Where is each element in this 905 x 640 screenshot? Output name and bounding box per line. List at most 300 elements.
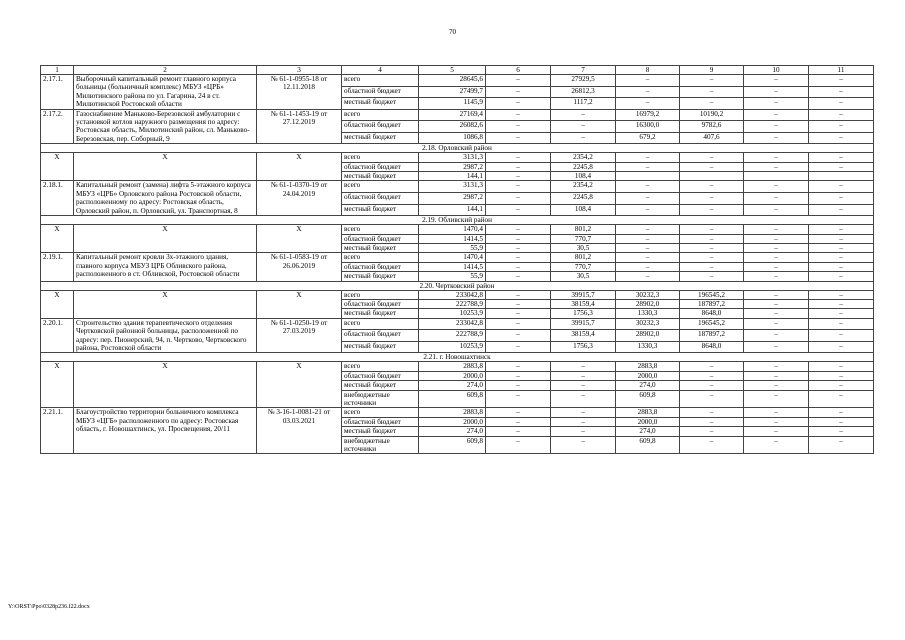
funding-source: местный бюджет — [342, 243, 419, 252]
amount-cell: – — [486, 234, 551, 243]
amount-cell: – — [486, 132, 551, 144]
amount-cell: – — [744, 299, 809, 308]
amount-cell: – — [809, 193, 874, 205]
expertise-doc: № 61-1-0370-19 от 24.04.2019 — [257, 181, 342, 216]
amount-cell: – — [551, 109, 616, 121]
amount-cell: 187897,2 — [680, 299, 744, 308]
total-amount: 1086,8 — [419, 132, 486, 144]
item-code: 2.17.2. — [41, 109, 74, 144]
amount-cell: – — [616, 204, 680, 216]
amount-cell: – — [486, 253, 551, 262]
total-amount: 55,9 — [419, 243, 486, 252]
expertise-doc: № 3-16-1-0081-21 от 03.03.2021 — [257, 408, 342, 454]
amount-cell: – — [809, 162, 874, 171]
amount-cell: – — [616, 253, 680, 262]
total-amount: 3131,3 — [419, 153, 486, 162]
total-amount: 28645,6 — [419, 75, 486, 87]
funding-source: всего — [342, 181, 419, 193]
amount-cell: – — [680, 243, 744, 252]
total-amount: 609,8 — [419, 436, 486, 454]
amount-cell: 8648,0 — [680, 309, 744, 318]
amount-cell: – — [680, 371, 744, 380]
amount-cell: – — [744, 371, 809, 380]
amount-cell: 1330,3 — [616, 309, 680, 318]
amount-cell: – — [486, 98, 551, 110]
header-cell: 11 — [809, 66, 874, 75]
expertise-doc: X — [257, 362, 342, 408]
amount-cell: – — [809, 234, 874, 243]
funding-source: всего — [342, 362, 419, 371]
funding-source: всего — [342, 253, 419, 262]
amount-cell: – — [809, 98, 874, 110]
total-amount: 3131,3 — [419, 181, 486, 193]
amount-cell: – — [744, 309, 809, 318]
item-code: X — [41, 290, 74, 318]
amount-cell: – — [744, 318, 809, 330]
amount-cell: – — [809, 408, 874, 417]
total-amount: 274,0 — [419, 381, 486, 390]
total-amount: 2987,2 — [419, 193, 486, 205]
amount-cell: 10190,2 — [680, 109, 744, 121]
amount-cell: – — [680, 98, 744, 110]
amount-cell — [744, 172, 809, 181]
total-amount: 2000,0 — [419, 371, 486, 380]
amount-cell: – — [616, 262, 680, 271]
total-amount: 1414,5 — [419, 262, 486, 271]
header-cell: 6 — [486, 66, 551, 75]
amount-cell: – — [616, 162, 680, 171]
item-description: Капитальный ремонт (замена) лифта 5-этажного корпуса МБУЗ «ЦРБ» Орловского района Ростовской области, расположенному по адресу: Ростовская область, Орловский район, п. Орловский, ул. Транспортная, 8 — [74, 181, 257, 216]
header-cell: 9 — [680, 66, 744, 75]
amount-cell: – — [486, 109, 551, 121]
amount-cell: 196545,2 — [680, 290, 744, 299]
amount-cell: – — [809, 362, 874, 371]
funding-source: всего — [342, 225, 419, 234]
amount-cell: – — [551, 362, 616, 371]
amount-cell: – — [809, 132, 874, 144]
item-description: X — [74, 290, 257, 318]
section-heading-row — [41, 353, 874, 362]
amount-cell: – — [486, 330, 551, 342]
amount-cell: 27929,5 — [551, 75, 616, 87]
funding-source: местный бюджет — [342, 272, 419, 281]
amount-cell: 2245,8 — [551, 193, 616, 205]
amount-cell: – — [680, 417, 744, 426]
amount-cell: – — [809, 204, 874, 216]
amount-cell: – — [744, 109, 809, 121]
amount-cell: – — [809, 341, 874, 353]
amount-cell: – — [744, 225, 809, 234]
header-cell: 4 — [342, 66, 419, 75]
amount-cell: – — [486, 408, 551, 417]
amount-cell: – — [809, 86, 874, 98]
item-code: X — [41, 362, 74, 408]
amount-cell: – — [744, 272, 809, 281]
amount-cell: – — [744, 204, 809, 216]
page-number: 70 — [449, 28, 456, 36]
amount-cell: – — [486, 121, 551, 133]
amount-cell: – — [809, 225, 874, 234]
item-description: X — [74, 225, 257, 253]
amount-cell: – — [616, 234, 680, 243]
amount-cell: – — [744, 75, 809, 87]
amount-cell: 8648,0 — [680, 341, 744, 353]
amount-cell: – — [486, 436, 551, 454]
amount-cell: – — [486, 262, 551, 271]
item-description: Строительство здания терапевтического отделения Чертковской районной больницы, расположенной по адресу: пер. Пионерский, 94, п. Чертково, Чертковского района, Ростовской области — [74, 318, 257, 353]
amount-cell: – — [616, 193, 680, 205]
total-amount: 1470,4 — [419, 253, 486, 262]
amount-cell: – — [486, 371, 551, 380]
item-description: Газоснабжение Маньково-Березовской амбулатории с установкой котлов наружного размещения по адресу: Ростовская область, Милютинский район, сл. Маньково-Березовская, пер. Соборный, 9 — [74, 109, 257, 144]
amount-cell: 28902,0 — [616, 330, 680, 342]
amount-cell: 407,6 — [680, 132, 744, 144]
item-description: Выборочный капитальный ремонт главного корпуса больницы (больничный комплекс) МБУЗ «ЦРБ» Милютинского района по ул. Гагарина, 24 в ст. Милютинской Ростовской области — [74, 75, 257, 110]
amount-cell: – — [744, 162, 809, 171]
amount-cell: 609,8 — [616, 390, 680, 408]
amount-cell: 274,0 — [616, 427, 680, 436]
amount-cell: – — [680, 181, 744, 193]
amount-cell: – — [744, 153, 809, 162]
amount-cell: – — [809, 181, 874, 193]
item-description: Благоустройство территории больничного комплекса МБУЗ «ЦГБ» расположенного по адресу: Ростовская область, г. Новошахтинск, ул. Просвещения, 20/11 — [74, 408, 257, 454]
amount-cell: – — [744, 86, 809, 98]
table-row — [41, 362, 874, 371]
item-description: Капитальный ремонт кровли 3х-этажного здания, главного корпуса МБУЗ ЦРБ Обливского района, расположенного в ст. Обливской, Ростовской области — [74, 253, 257, 281]
amount-cell: 108,4 — [551, 204, 616, 216]
item-description: X — [74, 153, 257, 181]
amount-cell: – — [486, 362, 551, 371]
amount-cell: 2883,8 — [616, 408, 680, 417]
table-row — [41, 253, 874, 262]
amount-cell: 2354,2 — [551, 153, 616, 162]
amount-cell — [680, 172, 744, 181]
section-title: 2.19. Обливский район — [41, 216, 874, 225]
header-cell: 10 — [744, 66, 809, 75]
amount-cell: – — [744, 390, 809, 408]
funding-source: местный бюджет — [342, 172, 419, 181]
expertise-doc: X — [257, 153, 342, 181]
amount-cell: – — [680, 75, 744, 87]
expertise-doc: № 61-1-0955-18 от 12.11.2018 — [257, 75, 342, 110]
funding-source: местный бюджет — [342, 309, 419, 318]
amount-cell: – — [680, 408, 744, 417]
amount-cell: – — [551, 417, 616, 426]
funding-source: местный бюджет — [342, 132, 419, 144]
amount-cell: 39915,7 — [551, 318, 616, 330]
amount-cell: 39915,7 — [551, 290, 616, 299]
amount-cell: 38159,4 — [551, 299, 616, 308]
amount-cell: – — [680, 362, 744, 371]
funding-source: всего — [342, 408, 419, 417]
amount-cell: – — [809, 290, 874, 299]
amount-cell: – — [486, 225, 551, 234]
total-amount: 222788,9 — [419, 330, 486, 342]
amount-cell: – — [744, 417, 809, 426]
total-amount: 26082,6 — [419, 121, 486, 133]
amount-cell — [616, 172, 680, 181]
item-code: X — [41, 153, 74, 181]
amount-cell: 1756,3 — [551, 309, 616, 318]
amount-cell: – — [486, 318, 551, 330]
amount-cell: 2000,0 — [616, 417, 680, 426]
amount-cell: – — [809, 427, 874, 436]
funding-source: местный бюджет — [342, 381, 419, 390]
amount-cell: – — [744, 253, 809, 262]
header-cell: 7 — [551, 66, 616, 75]
amount-cell: – — [744, 262, 809, 271]
funding-source: областной бюджет — [342, 86, 419, 98]
amount-cell: – — [486, 341, 551, 353]
amount-cell: – — [744, 427, 809, 436]
amount-cell: – — [486, 390, 551, 408]
amount-cell: 2245,8 — [551, 162, 616, 171]
amount-cell: – — [744, 290, 809, 299]
amount-cell: – — [551, 390, 616, 408]
funding-source: местный бюджет — [342, 204, 419, 216]
amount-cell: – — [616, 75, 680, 87]
amount-cell: – — [744, 121, 809, 133]
total-amount: 2000,0 — [419, 417, 486, 426]
total-amount: 233042,8 — [419, 318, 486, 330]
amount-cell: 2000,0 — [616, 371, 680, 380]
amount-cell: 2354,2 — [551, 181, 616, 193]
amount-cell: – — [680, 436, 744, 454]
amount-cell: 274,0 — [616, 381, 680, 390]
total-amount: 2883,8 — [419, 408, 486, 417]
amount-cell: – — [486, 243, 551, 252]
total-amount: 1414,5 — [419, 234, 486, 243]
amount-cell: – — [486, 309, 551, 318]
amount-cell: 108,4 — [551, 172, 616, 181]
funding-source: внебюджетные источники — [342, 436, 419, 454]
funding-source: всего — [342, 290, 419, 299]
amount-cell: – — [616, 272, 680, 281]
amount-cell: – — [809, 75, 874, 87]
total-amount: 609,8 — [419, 390, 486, 408]
header-row — [41, 66, 874, 75]
total-amount: 1470,4 — [419, 225, 486, 234]
funding-source: всего — [342, 109, 419, 121]
amount-cell: – — [616, 243, 680, 252]
amount-cell: 770,7 — [551, 234, 616, 243]
table-row — [41, 225, 874, 234]
amount-cell: – — [809, 121, 874, 133]
section-title: 2.18. Орловский район — [41, 144, 874, 153]
amount-cell: 770,7 — [551, 262, 616, 271]
funding-source: всего — [342, 75, 419, 87]
amount-cell: – — [744, 181, 809, 193]
amount-cell: 1756,3 — [551, 341, 616, 353]
amount-cell: 1330,3 — [616, 341, 680, 353]
amount-cell: 16979,2 — [616, 109, 680, 121]
amount-cell: – — [680, 193, 744, 205]
amount-cell: 28902,0 — [616, 299, 680, 308]
amount-cell: 196545,2 — [680, 318, 744, 330]
total-amount: 10253,9 — [419, 341, 486, 353]
amount-cell: – — [744, 98, 809, 110]
expertise-doc: X — [257, 225, 342, 253]
amount-cell: – — [809, 299, 874, 308]
table-row — [41, 75, 874, 87]
amount-cell: – — [744, 132, 809, 144]
funding-source: местный бюджет — [342, 98, 419, 110]
amount-cell: – — [680, 225, 744, 234]
header-cell: 3 — [257, 66, 342, 75]
funding-source: областной бюджет — [342, 193, 419, 205]
amount-cell: – — [616, 86, 680, 98]
amount-cell: – — [744, 362, 809, 371]
amount-cell: 187897,2 — [680, 330, 744, 342]
amount-cell: – — [680, 253, 744, 262]
item-code: 2.19.1. — [41, 253, 74, 281]
amount-cell: – — [809, 243, 874, 252]
amount-cell: – — [551, 132, 616, 144]
amount-cell: – — [486, 204, 551, 216]
amount-cell: 801,2 — [551, 253, 616, 262]
header-cell: 8 — [616, 66, 680, 75]
table-row — [41, 181, 874, 193]
expertise-doc: № 61-1-0583-19 от 26.06.2019 — [257, 253, 342, 281]
amount-cell: – — [809, 417, 874, 426]
amount-cell: – — [809, 153, 874, 162]
amount-cell: – — [486, 381, 551, 390]
item-code: 2.21.1. — [41, 408, 74, 454]
item-code: 2.17.1. — [41, 75, 74, 110]
item-code: X — [41, 225, 74, 253]
amount-cell: – — [680, 153, 744, 162]
total-amount: 27499,7 — [419, 86, 486, 98]
amount-cell: – — [616, 98, 680, 110]
amount-cell: – — [680, 204, 744, 216]
amount-cell: – — [486, 272, 551, 281]
amount-cell: – — [551, 436, 616, 454]
amount-cell: – — [551, 381, 616, 390]
amount-cell: – — [744, 234, 809, 243]
amount-cell: – — [680, 86, 744, 98]
amount-cell: – — [744, 381, 809, 390]
funding-source: местный бюджет — [342, 427, 419, 436]
total-amount: 144,1 — [419, 172, 486, 181]
funding-source: местный бюджет — [342, 341, 419, 353]
amount-cell: – — [680, 234, 744, 243]
amount-cell: – — [744, 341, 809, 353]
header-cell: 1 — [41, 66, 74, 75]
item-code: 2.18.1. — [41, 181, 74, 216]
section-heading-row — [41, 281, 874, 290]
amount-cell: 9782,6 — [680, 121, 744, 133]
amount-cell: – — [680, 390, 744, 408]
amount-cell: – — [486, 153, 551, 162]
item-description: X — [74, 362, 257, 408]
amount-cell: 679,2 — [616, 132, 680, 144]
header-cell: 5 — [419, 66, 486, 75]
amount-cell: – — [616, 225, 680, 234]
table-row — [41, 408, 874, 417]
amount-cell: – — [551, 408, 616, 417]
amount-cell: 1117,2 — [551, 98, 616, 110]
section-heading-row — [41, 144, 874, 153]
funding-source: областной бюджет — [342, 371, 419, 380]
amount-cell: – — [486, 162, 551, 171]
amount-cell: – — [486, 290, 551, 299]
amount-cell: – — [486, 86, 551, 98]
amount-cell: – — [551, 371, 616, 380]
amount-cell: – — [744, 436, 809, 454]
amount-cell: – — [809, 318, 874, 330]
expertise-doc: № 61-1-1453-19 от 27.12.2019 — [257, 109, 342, 144]
budget-table — [40, 65, 874, 454]
amount-cell — [809, 172, 874, 181]
amount-cell: – — [809, 262, 874, 271]
total-amount: 233042,8 — [419, 290, 486, 299]
table-row — [41, 318, 874, 330]
amount-cell: 30,5 — [551, 272, 616, 281]
total-amount: 55,9 — [419, 272, 486, 281]
amount-cell: – — [486, 427, 551, 436]
funding-source: всего — [342, 318, 419, 330]
amount-cell: – — [551, 427, 616, 436]
amount-cell: – — [486, 75, 551, 87]
amount-cell: – — [809, 253, 874, 262]
total-amount: 27169,4 — [419, 109, 486, 121]
funding-source: областной бюджет — [342, 299, 419, 308]
amount-cell: – — [616, 153, 680, 162]
amount-cell: – — [486, 172, 551, 181]
header-cell: 2 — [74, 66, 257, 75]
amount-cell: – — [809, 381, 874, 390]
amount-cell: – — [809, 272, 874, 281]
funding-source: внебюджетные источники — [342, 390, 419, 408]
funding-source: областной бюджет — [342, 262, 419, 271]
section-title: 2.21. г. Новошахтинск — [41, 353, 874, 362]
amount-cell: – — [551, 121, 616, 133]
amount-cell: 2883,8 — [616, 362, 680, 371]
amount-cell: – — [744, 408, 809, 417]
amount-cell: 801,2 — [551, 225, 616, 234]
amount-cell: – — [680, 427, 744, 436]
amount-cell: – — [809, 436, 874, 454]
table-body — [41, 66, 874, 454]
item-code: 2.20.1. — [41, 318, 74, 353]
amount-cell: 30232,3 — [616, 318, 680, 330]
amount-cell: – — [809, 330, 874, 342]
amount-cell: – — [809, 390, 874, 408]
amount-cell: – — [486, 417, 551, 426]
amount-cell: – — [744, 193, 809, 205]
total-amount: 222788,9 — [419, 299, 486, 308]
amount-cell: – — [680, 381, 744, 390]
amount-cell: – — [680, 272, 744, 281]
amount-cell: – — [809, 109, 874, 121]
funding-source: областной бюджет — [342, 417, 419, 426]
expertise-doc: X — [257, 290, 342, 318]
amount-cell: 38159,4 — [551, 330, 616, 342]
funding-source: областной бюджет — [342, 162, 419, 171]
table-row — [41, 109, 874, 121]
amount-cell: 30,5 — [551, 243, 616, 252]
funding-source: всего — [342, 153, 419, 162]
amount-cell: 16300,0 — [616, 121, 680, 133]
total-amount: 10253,9 — [419, 309, 486, 318]
amount-cell: – — [809, 371, 874, 380]
amount-cell: 26812,3 — [551, 86, 616, 98]
amount-cell: – — [744, 243, 809, 252]
amount-cell: – — [616, 181, 680, 193]
amount-cell: – — [809, 309, 874, 318]
section-title: 2.20. Чертковский район — [41, 281, 874, 290]
amount-cell: – — [486, 181, 551, 193]
